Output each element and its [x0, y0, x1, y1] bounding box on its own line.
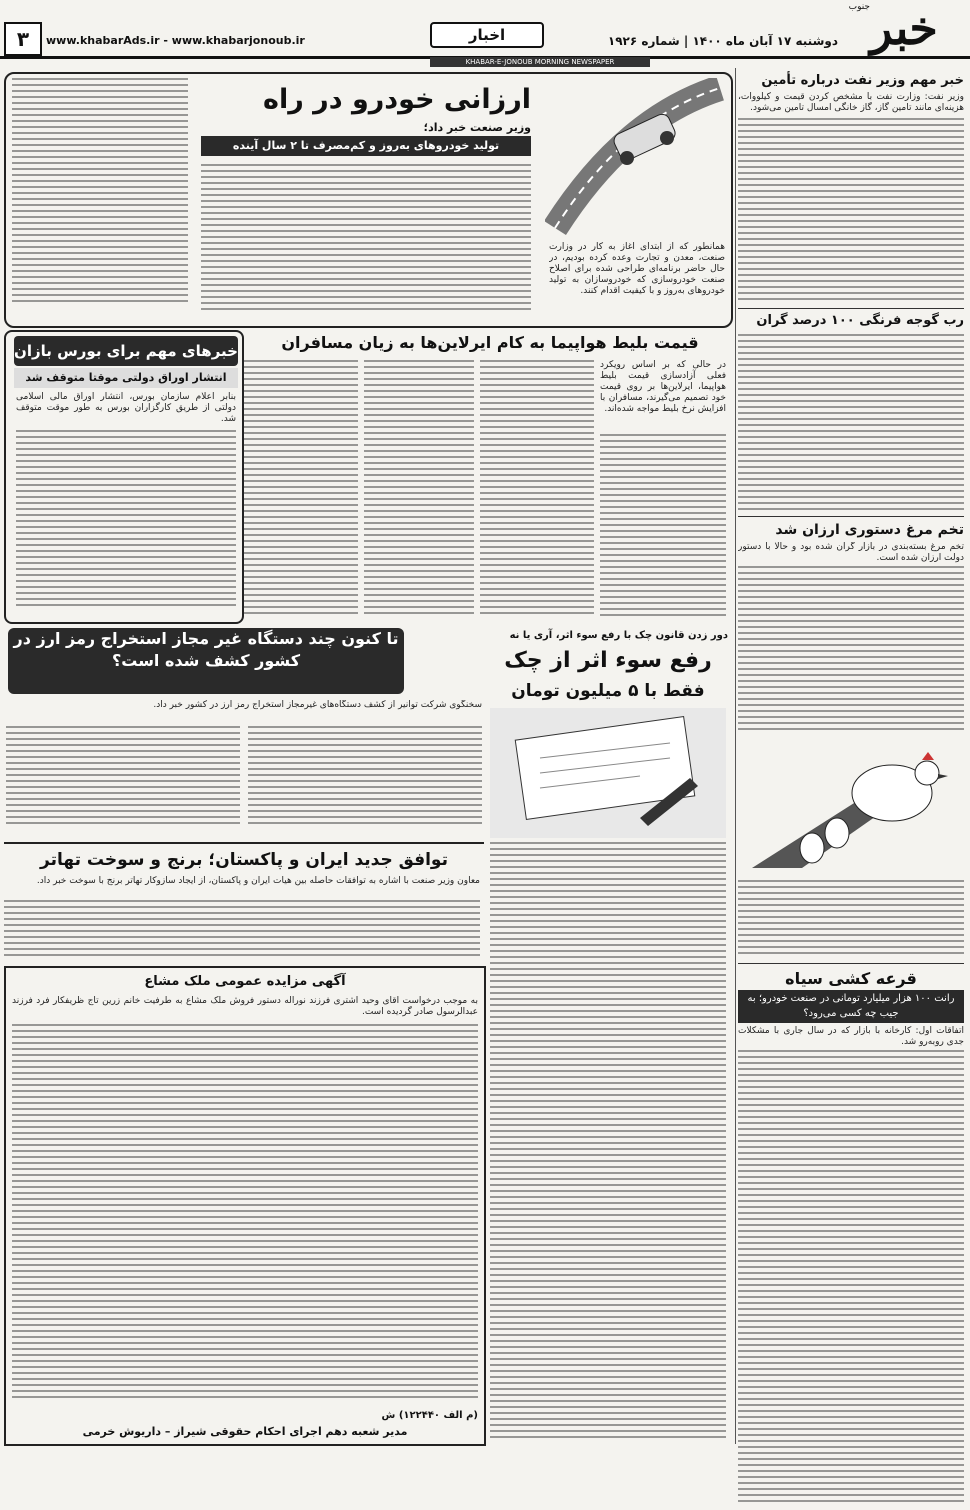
lottery-lead: اتفاقات اول: کارخانه با بازار که در سال جاری با مشکلات جدی روبه‌رو شد. [738, 1026, 964, 1047]
divider [738, 963, 964, 964]
chicken-illustration [742, 738, 962, 878]
pakistan-body [4, 900, 480, 960]
page-number: ۳ [4, 22, 42, 56]
car-lead: همانطور که از ابتدای آغاز به کار در وزارت صنعت، معدن و تجارت وعده کرده بودیم، در حال حاضر برنامه‌ای طراحی شده برای اصلاح صنعت خودروسازی که خودروسازان به تولید خودروهای به‌روز و با کیفیت اقدام کنند. [549, 242, 725, 296]
lottery-headline: قرعه کشی سیاه [785, 969, 917, 988]
egg-headline: تخم مرغ دستوری ارزان شد [775, 522, 964, 538]
egg-body [738, 566, 964, 736]
car-body-left [12, 78, 188, 314]
right-column [735, 68, 966, 1444]
ad-code: (م الف ۱۲۲۴۴۰) ش [381, 1410, 478, 1421]
ad-body [12, 1024, 478, 1404]
cheque-illustration [490, 708, 726, 838]
ticket-body-3 [364, 360, 474, 620]
cheque-headline: رفع سوء اثر از چک [504, 648, 712, 673]
oil-headline: خبر مهم وزیر نفت درباره تأمین [761, 73, 964, 88]
bourse-headline: خبرهای مهم برای بورس بازان [14, 336, 238, 366]
ad-lead: به موجب درخواست آقای وحید اشتری فرزند نوراله دستور فروش ملک مشاع به طرفیت خانم زرین تاج ظریفکار فرد فرزند عبدالرسول صادر گردیده است. [12, 996, 478, 1017]
newspaper-logo: خبر [870, 1, 938, 55]
dateline: دوشنبه ۱۷ آبان ماه ۱۴۰۰ | شماره ۱۹۲۶ [607, 34, 838, 48]
car-article [4, 72, 733, 328]
pakistan-lead: معاون وزیر صنعت با اشاره به توافقات حاصله بین هیأت ایران و پاکستان، از ایجاد سازوکار تهاتر برنج با سوخت خبر داد. [36, 876, 480, 886]
tomato-headline: رب گوجه فرنگی ۱۰۰ درصد گران [756, 313, 964, 328]
cheque-body [490, 842, 726, 1442]
english-tagline: KHABAR-E-JONOUB MORNING NEWSPAPER [430, 57, 650, 67]
ticket-body-4 [244, 360, 358, 620]
crypto-headline: تا کنون چند دستگاه غیر مجاز استخراج رمز ارز در کشور کشف شده است؟ [8, 628, 404, 694]
oil-lead: وزیر نفت: وزارت نفت با مشخص کردن قیمت و کیلووات، هزینه‌ای مانند تامین گاز، گاز خانگی امسال تامین می‌شود. [738, 92, 964, 113]
bourse-article [4, 330, 244, 624]
car-illustration [545, 78, 725, 238]
lottery-subheadline: رانت ۱۰۰ هزار میلیارد تومانی در صنعت خودرو؛ به جیب چه کسی می‌رود؟ [738, 990, 964, 1023]
car-headline: ارزانی خودرو در راه [263, 84, 531, 115]
divider [738, 308, 964, 309]
ticket-body-1 [600, 434, 726, 620]
bourse-lead: بنابر اعلام سازمان بورس، انتشار اوراق مالی اسلامی دولتی از طریق کارگزاران بورس به طور موقت متوقف شد. [16, 392, 236, 424]
tomato-body [738, 334, 964, 514]
masthead [0, 0, 970, 59]
car-subheadline: تولید خودروهای بەروز و کم‌مصرف تا ۲ سال آینده [201, 136, 531, 156]
car-kicker: وزیر صنعت خبر داد؛ [423, 121, 531, 134]
website-urls[interactable]: www.khabarAds.ir - www.khabarjonoub.ir [46, 34, 305, 47]
egg-body-continued [738, 880, 964, 960]
bourse-subheadline: انتشار اوراق دولتی موقتا متوقف شد [14, 368, 238, 388]
car-body [201, 164, 531, 314]
lottery-body [738, 1050, 964, 1510]
oil-body [738, 118, 964, 308]
pakistan-headline: توافق جدید ایران و پاکستان؛ برنج و سوخت تهاتر [4, 842, 484, 876]
ticket-lead: در حالی که بر اساس رویکرد فعلی آزادسازی قیمت بلیط هواپیما، ایرلاین‌ها بر روی قیمت خود تصمیم می‌گیرند، مسافران با افزایش نرخ بلیط مواجه شده‌اند. [600, 360, 726, 414]
crypto-lead: سخنگوی شرکت توانیر از کشف دستگاه‌های غیرمجاز استخراج رمز ارز در کشور خبر داد. [153, 700, 482, 710]
logo-subtitle: جنوب [848, 2, 870, 12]
crypto-body-1 [248, 726, 482, 832]
cheque-kicker: دور زدن قانون چک با رفع سوء اثر، آری یا نه [509, 630, 728, 641]
ad-headline: آگهی مزایده عمومی ملک مشاع [144, 974, 346, 989]
bourse-body [16, 430, 236, 614]
crypto-body-2 [6, 726, 240, 832]
crypto-article [4, 628, 484, 838]
divider [738, 516, 964, 517]
ticket-headline: قیمت بلیط هواپیما به کام ایرلاین‌ها به زیان مسافران [281, 333, 699, 352]
auction-ad [4, 966, 486, 1446]
ticket-body-2 [480, 360, 594, 620]
ad-signature: مدیر شعبه دهم اجرای احکام حقوقی شیراز – داریوش خرمی [82, 1425, 408, 1438]
section-label: اخبار [430, 22, 544, 48]
egg-lead: تخم مرغ بسته‌بندی در بازار گران شده بود و حالا با دستور دولت ارزان شده است. [738, 542, 964, 563]
cheque-subheadline: فقط با ۵ میلیون تومان [511, 681, 705, 701]
